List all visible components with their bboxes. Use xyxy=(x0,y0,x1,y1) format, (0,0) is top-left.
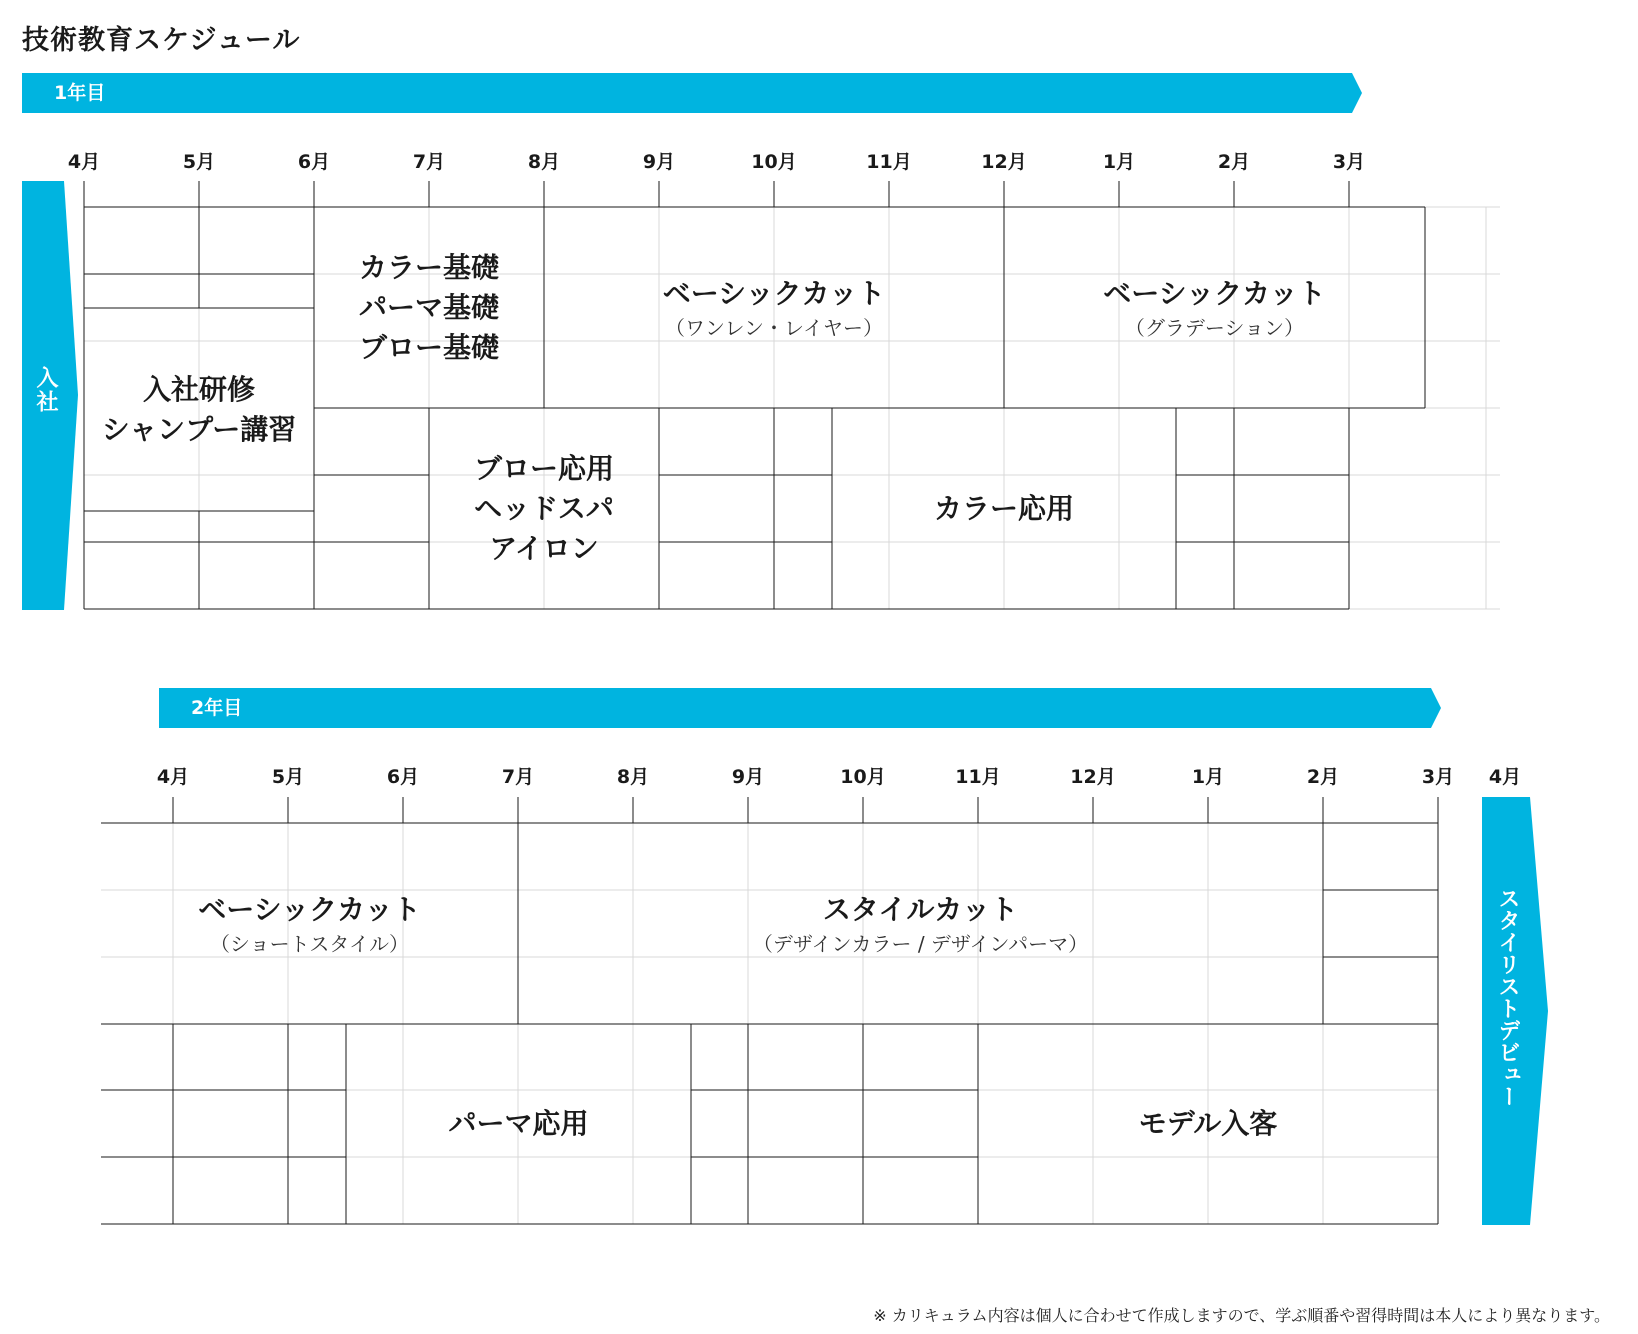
year1-month: 10月 xyxy=(751,151,797,173)
stylist-debut-label: スタイリストデビュー xyxy=(1495,887,1520,1107)
join-company-label: 入社 xyxy=(33,366,58,414)
block-title: ベーシックカット xyxy=(198,892,421,926)
block-basic-cut-short xyxy=(101,823,518,1024)
year2-month: 12月 xyxy=(1070,766,1116,788)
block-subtitle: （ショートスタイル） xyxy=(210,931,409,956)
year1-month: 8月 xyxy=(527,151,561,173)
block-line: 入社研修 xyxy=(142,372,255,406)
year2-month: 3月 xyxy=(1421,766,1455,788)
year1-month: 5月 xyxy=(182,151,216,173)
block-model-customers xyxy=(978,1024,1438,1224)
block-line: アイロン xyxy=(489,531,599,565)
block-basic-cut-layer xyxy=(544,207,1004,408)
block-line: シャンプー講習 xyxy=(101,412,297,446)
block-title: モデル入客 xyxy=(1138,1107,1278,1140)
year2-month: 4月 xyxy=(156,766,190,788)
year1-month: 11月 xyxy=(866,151,912,173)
block-subtitle: （ワンレン・レイヤー） xyxy=(665,315,883,340)
year2-month: 7月 xyxy=(501,766,535,788)
year2-label: 2年目 xyxy=(191,697,243,719)
block-basic-cut-graduation xyxy=(1004,207,1425,408)
year2-month: 9月 xyxy=(731,766,765,788)
year1-month: 9月 xyxy=(642,151,676,173)
year2-month: 4月 xyxy=(1488,766,1522,788)
block-color-perm-blow-basics xyxy=(314,207,544,408)
block-line: カラー基礎 xyxy=(358,250,499,284)
block-subtitle: （デザインカラー / デザインパーマ） xyxy=(752,931,1089,956)
block-style-cut xyxy=(518,823,1323,1024)
block-title: ベーシックカット xyxy=(1103,276,1326,310)
year1-month: 2月 xyxy=(1217,151,1251,173)
year2-month: 10月 xyxy=(840,766,886,788)
year2-month: 1月 xyxy=(1191,766,1225,788)
block-perm-applied xyxy=(346,1024,691,1224)
year1-month: 12月 xyxy=(981,151,1027,173)
year1-month: 4月 xyxy=(67,151,101,173)
block-line: パーマ基礎 xyxy=(358,290,499,324)
year2-month: 2月 xyxy=(1306,766,1340,788)
block-line: ヘッドスパ xyxy=(474,491,614,525)
footnote: ※ カリキュラム内容は個人に合わせて作成しますので、学ぶ順番や習得時間は本人により異なります。 xyxy=(873,1306,1610,1325)
block-title: カラー応用 xyxy=(933,491,1074,525)
year2-month: 8月 xyxy=(616,766,650,788)
block-orientation-shampoo xyxy=(84,308,314,511)
year2-month: 5月 xyxy=(271,766,305,788)
page-title: 技術教育スケジュール xyxy=(22,25,301,56)
year2-month: 11月 xyxy=(955,766,1001,788)
year1-month: 3月 xyxy=(1332,151,1366,173)
block-line: ブロー基礎 xyxy=(358,330,499,364)
block-line: ブロー応用 xyxy=(473,451,614,485)
year1-label: 1年目 xyxy=(54,82,106,104)
year1-month: 1月 xyxy=(1102,151,1136,173)
year1-month: 7月 xyxy=(412,151,446,173)
block-blow-spa-iron xyxy=(429,408,659,609)
block-title: ベーシックカット xyxy=(662,276,886,310)
block-subtitle: （グラデーション） xyxy=(1124,315,1305,340)
block-color-applied xyxy=(832,408,1176,609)
stylist-debut-banner xyxy=(1482,797,1548,1225)
year1-month: 6月 xyxy=(297,151,331,173)
year2-month: 6月 xyxy=(386,766,420,788)
block-title: スタイルカット xyxy=(822,892,1019,926)
block-title: パーマ応用 xyxy=(448,1107,589,1140)
